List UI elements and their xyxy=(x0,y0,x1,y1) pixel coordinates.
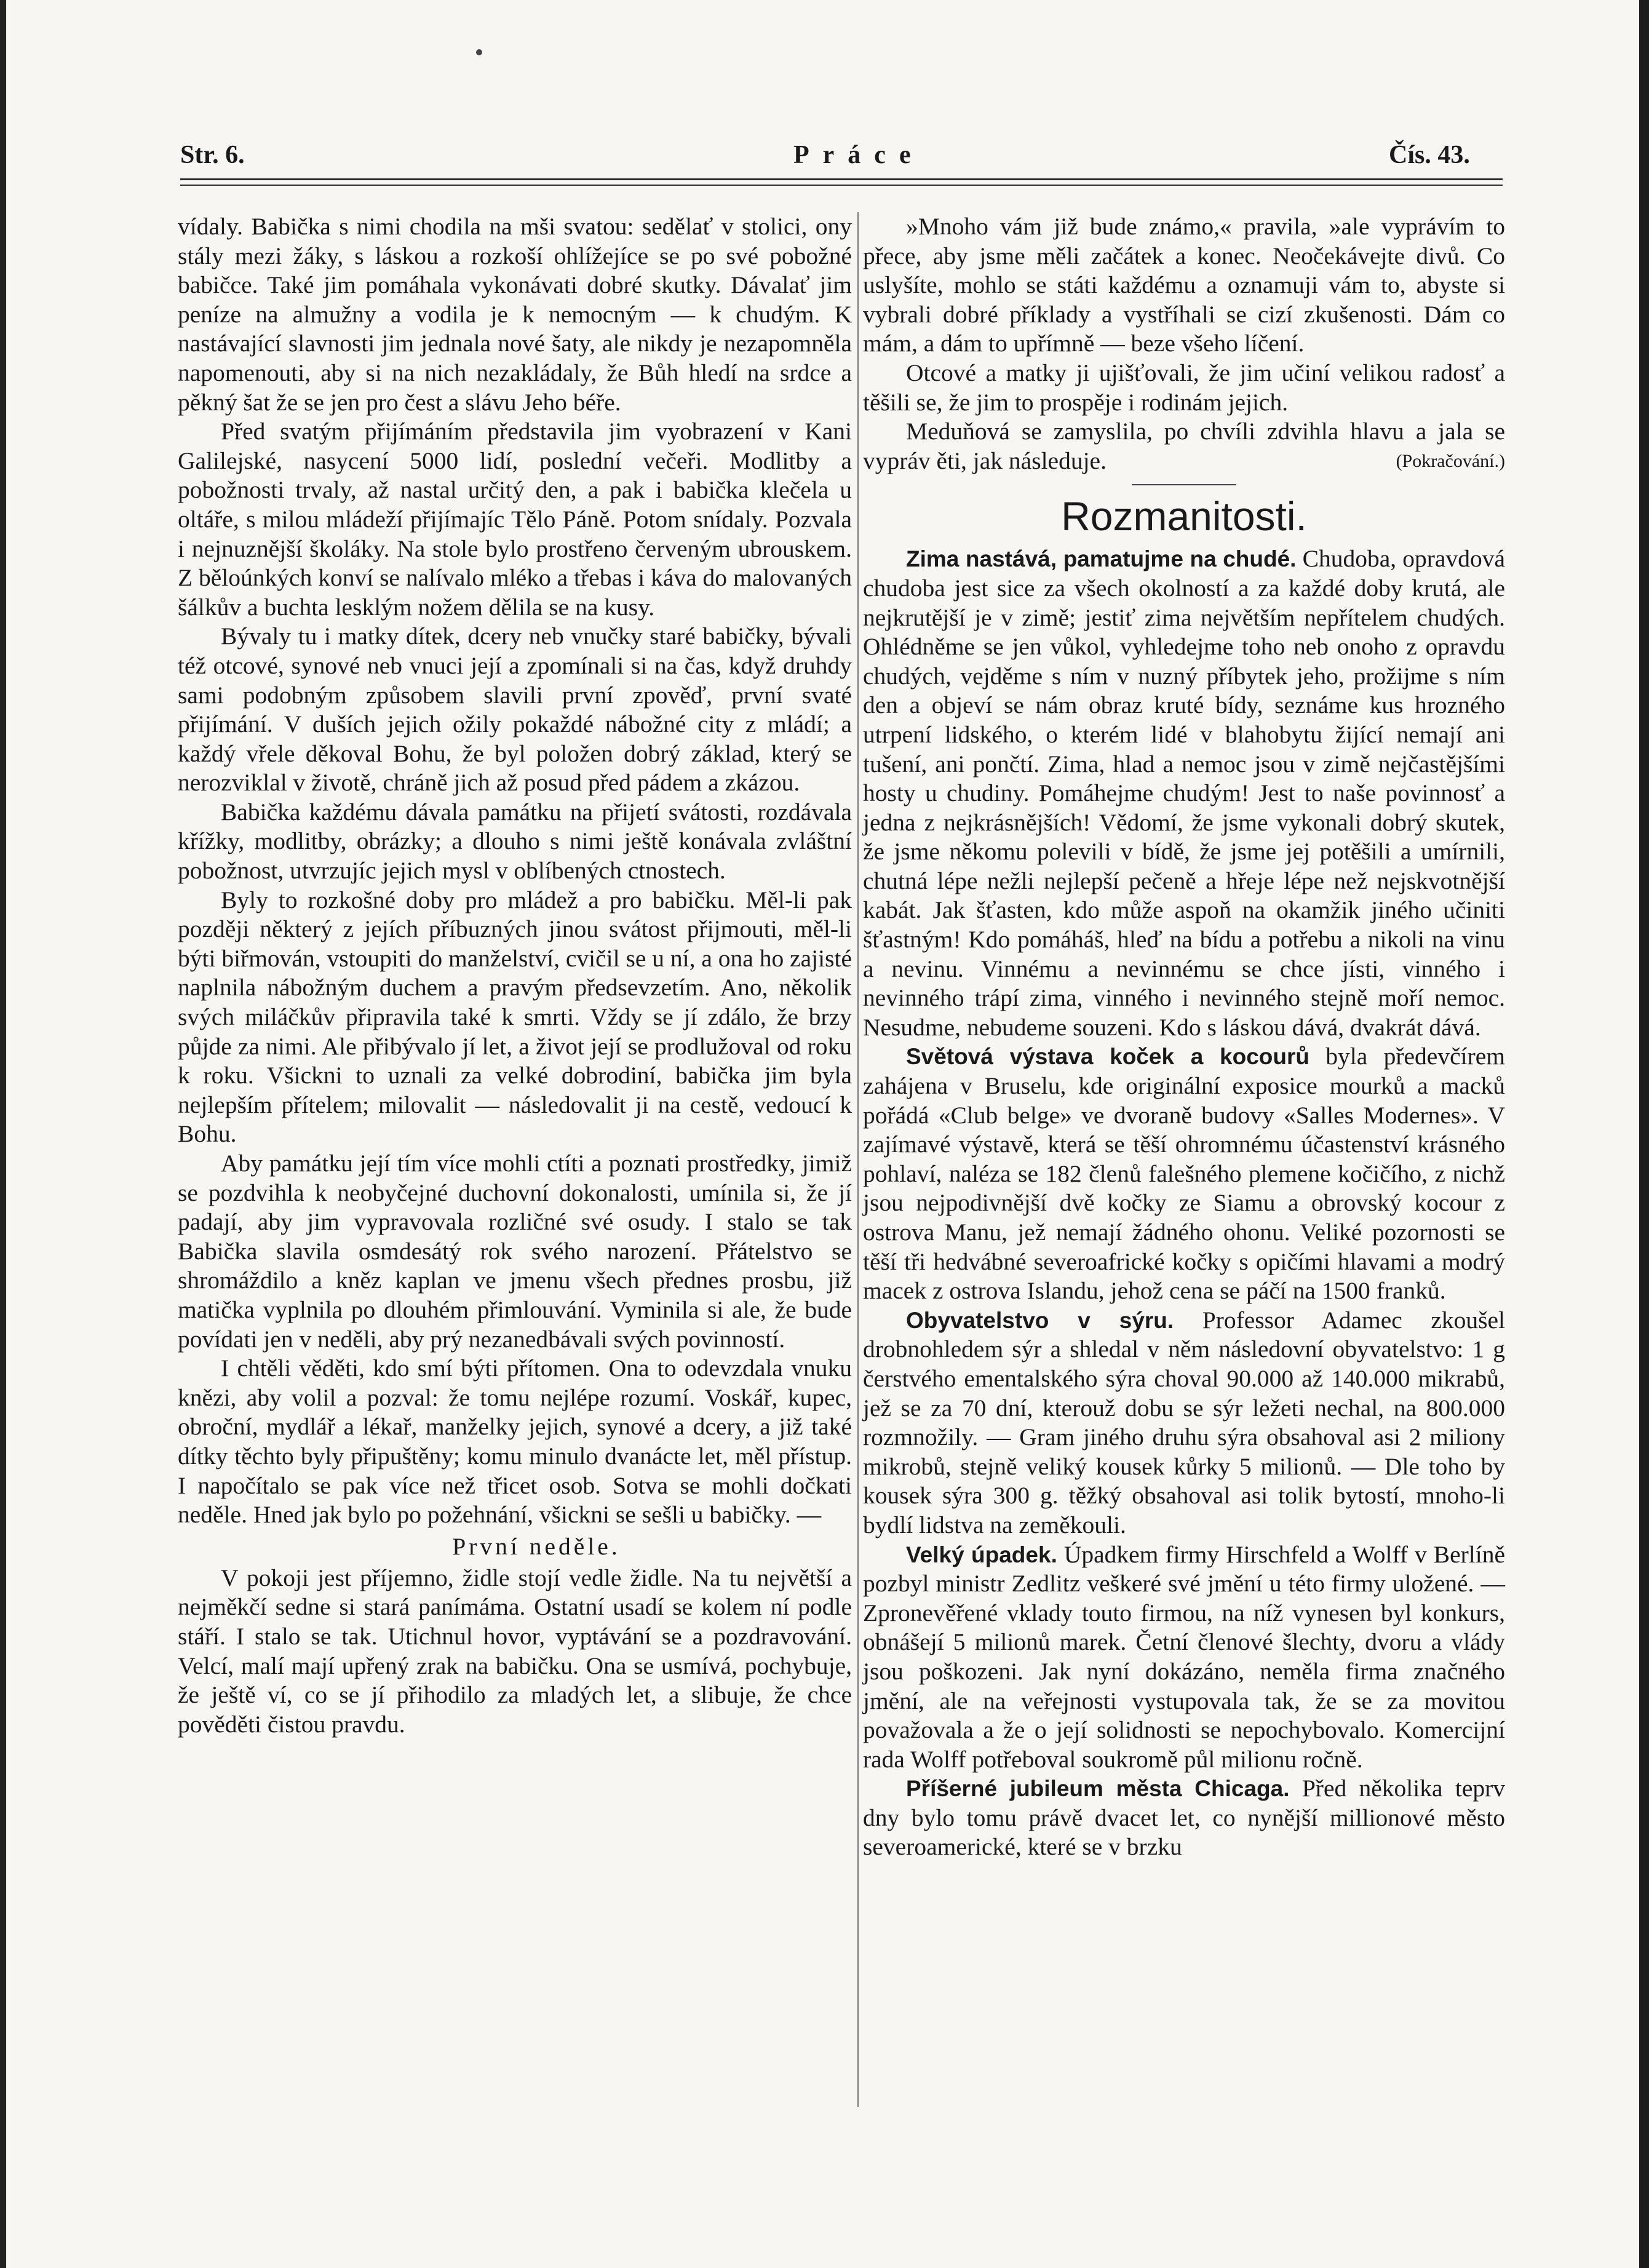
news-body: Chudoba, opravdová chudoba jest sice za všech okolností a za každé doby krutá, ale nejkrutější je v zimě; jestiť zima největším nepřítelem chudých. Ohlédněme se jen vůkol, vyhledejme toho neb onoho z opravdu chudých, vejděme s ním v nuzný příbytek jeho, prožijme s ním den a objeví se nám obraz kruté bídy, seznáme kus hrozného utrpení lidského, o kterém lidé v blahobytu žijící nemají ani tušení, ani pončtí. Zima, hlad a nemoc jsou v zimě nejčastějšími hosty u chudiny. Pomáhejme chudým! Jest to naše povinnosť a jedna z nejkrásnějších! Vědomí, že jsme vykonali dobrý skutek, že jsme někomu polevili v bídě, že jsme jej potěšili a umírnili, chutná lépe nežli nejlepší pečeně a hřeje lépe než nejskvotnější kabát. Jak šťasten, kdo může aspoň na okamžik jiného učiniti šťastným! Kdo pomáháš, hleď na bídu a potřebu a nikoli na vinu a nevinu. Vinnému a nevinnému se chce jísti, vinného i nevinného trápí zima, vinného i nevinného stejně moří nemoc. Nesudme, nebudeme souzeni. Kdo s láskou dává, dvakrát dává. xyxy=(863,545,1505,1041)
continuation-note: (Pokračování.) xyxy=(1396,450,1505,471)
issue-number: Čís. 43. xyxy=(1389,141,1470,169)
news-headline: Příšerné jubileum města Chicaga. xyxy=(906,1776,1290,1802)
news-item xyxy=(863,1774,1505,1862)
paragraph: »Mnoho vám již bude známo,« pravila, »ale vyprávím to přece, aby jsme měli začátek a konec. Neočekávejte divů. Co uslyšíte, mohlo se státi každému a oznamuji vám to, abyste si vybrali dobré příklady a vystříhali se cizí zkušenosti. Dám co mám, a dám to upřímně — beze všeho líčení. xyxy=(863,213,1505,357)
paragraph: Bývaly tu i matky dítek, dcery neb vnučky staré babičky, bývali též otcové, synové neb vnuci její a zpomínali si na čas, když druhdy sami podobným způsobem slavili první zpověď, první svaté přijímání. V duších jejich ožily pokaždé nábožné city z mládí; a každý vřele děkoval Bohu, že byl položen dobrý základ, který se nerozviklal v životě, chráně jich až posud před pádem a zkázou. xyxy=(178,623,852,797)
newspaper-title: Práce xyxy=(793,141,924,169)
paragraph: V pokoji jest příjemno, židle stojí vedle židle. Na tu největší a nejměkčí sedne si stará panímáma. Ostatní usadí se kolem ní podle stáří. I stalo se tak. Utichnul hovor, vyptávání se a pozdravování. Velcí, malí mají upřený zrak na babičku. Ona se usmívá, pochybuje, že ještě ví, co se jí přihodilo za mladých let, a slibuje, že chce pověděti čistou pravdu. xyxy=(178,1564,852,1738)
left-column xyxy=(178,212,852,1739)
section-title: Rozmanitosti. xyxy=(1061,493,1307,539)
section-divider xyxy=(1132,484,1236,485)
header-rule xyxy=(180,178,1503,180)
paragraph: Aby památku její tím více mohli ctíti a poznati prostředky, jimiž se pozdvihla k neobyčejné duchovní dokonalosti, umínila si, že jí padají, aby jim vypravovala rozličné své osudy. I stalo se tak Babička slavila osmdesátý rok svého narození. Přátelstvo se shromáždilo a kněz kaplan ve jmenu všech přednes prosbu, již matička vyplnila po dlouhém přimlouvání. Vyminila si ale, že bude povídati jen v neděli, aby prý nezanedbávali svých povinností. xyxy=(178,1150,852,1353)
news-body: Před několika teprv dny bylo tomu právě dvacet let, co nynější millionové město severoamerické, které se v brzku xyxy=(863,1775,1506,1861)
news-item xyxy=(863,1306,1505,1540)
paragraph: Otcové a matky ji ujišťovali, že jim učiní velikou radosť a těšili se, že jim to prospěje i rodinám jejich. xyxy=(863,359,1505,416)
scan-border xyxy=(1639,0,1649,2268)
column-separator xyxy=(857,212,859,2107)
news-item xyxy=(863,1540,1505,1775)
paragraph: vídaly. Babička s nimi chodila na mši svatou: sedělať v stolici, ony stály mezi žáky, s láskou a rozkoší ohlížejíce se po své pobožné babičce. Také jim pomáhala vykonávati dobré skutky. Dávalať jim peníze na almužny a vodila je k nemocným — k chudým. K nastávající slavnosti jim jednala nové šaty, ale nikdy je nezapomněla napomenouti, aby si na nich nezakládaly, že Bůh hledí na srdce a pěkný šat že se jen pro čest a slávu Jeho béře. xyxy=(178,213,852,416)
ink-speck xyxy=(476,49,482,55)
header-rule-thin xyxy=(180,185,1503,186)
right-column xyxy=(863,212,1505,1862)
news-body: Úpadkem firmy Hirschfeld a Wolff v Berlíně pozbyl ministr Zedlitz veškeré své jmění u této firmy uložené. — Zpronevěřené vklady touto firmou, na níž vynesen byl konkurs, obnášejí 5 milionů marek. Četní členové šlechty, dvoru a vlády jsou poškozeni. Jak nyní dokázáno, neměla firma značného jmění, ale na veřejnosti vystupovala tak, že se za movitou považovala a že o její solidnosti se nepochybovalo. Komercijní rada Wolff potřeboval soukromě půl milionu ročně. xyxy=(863,1540,1506,1773)
news-item xyxy=(863,1042,1505,1305)
news-body: Professor Adamec zkoušel drobnohledem sýr a shledal v něm následovní obyvatelstvo: 1 g čerstvého ementalského sýra choval 90.000 až 140.000 mikrabů, jež se za 70 dní, kterouž dobu se sýr ležeti nechal, na 800.000 rozmnožily. — Gram jiného druhu sýra obsahoval asi 2 miliony mikrobů, stejně veliký kousek kůrky 5 milionů. — Dle toho by kousek sýra 300 g. těžký obsahoval asi tolik bytostí, mnoho-li bydlí lidstva na zeměkouli. xyxy=(863,1306,1505,1538)
news-headline: Zima nastává, pamatujme na chudé. xyxy=(906,546,1297,572)
news-headline: Velký úpadek. xyxy=(906,1542,1057,1567)
news-body: byla předevčírem zahájena v Bruselu, kde originální exposice mourků a macků pořádá «Club belge» ve dvoraně budovy «Salles Modernes». V zajímavé výstavě, která se těší ohromnému účastenství krásného pohlaví, naléza se 182 členů falešného plemene kočičího, z nichž jsou nejpodivnější dvě kočky ze Siamu a obrovský kocour z ostrova Manu, jež nemají žádného ohonu. Veliké pozornosti se těší tři hedvábné severoafrické kočky s opičími hlavami a modrý macek z ostrova Islandu, jehož cena se páčí na 1500 franků. xyxy=(863,1043,1506,1305)
paragraph: Byly to rozkošné doby pro mládež a pro babičku. Měl-li pak později některý z jejích příbuzných jinou svátost přijmouti, měl-li býti biřmován, vstoupiti do manželství, cvičil se u ní, a ona ho zajisté naplnila nábožným duchem a pravým předsevzetím. Ano, několik svých miláčkův připravila také k smrti. Vždy se jí zdálo, že brzy půjde za nimi. Ale přibývalo jí let, a život její se prodlužoval od roku k roku. Všickni to uznali za velké dobrodiní, babička jim byla nejlepším přítelem; milovalit — následovalit ji na cestě, vedoucí k Bohu. xyxy=(178,886,852,1148)
news-headline: Obyvatelstvo v sýru. xyxy=(906,1307,1174,1333)
paragraph xyxy=(863,417,1505,475)
chapter-subheading: První neděle. xyxy=(452,1532,621,1560)
news-item xyxy=(863,544,1505,1042)
paragraph-text: Meduňová se zamyslila, po chvíli zdvihla hlavu a jala se vypráv ěti, jak následuje. xyxy=(863,418,1505,474)
news-headline: Světová výstava koček a kocourů xyxy=(906,1044,1309,1070)
paragraph: Před svatým přijímáním představila jim vyobrazení v Kani Galilejské, nasycení 5000 lidí, poslední večeři. Modlitby a pobožnosti trvaly, až nastal určitý den, a pak i babička klečela u oltáře, s milou mládeží přijímajíc Tělo Páně. Potom snídaly. Pozvala i nejnuznější školáky. Na stole bylo prostřeno červeným ubrouskem. Z běloúnkých konví se nalívalo mléko a třebas i káva do malovaných šálkův a buchta lesklým nožem dělila se na kusy. xyxy=(178,418,852,621)
paragraph: I chtěli věděti, kdo smí býti přítomen. Ona to odevzdala vnuku knězi, aby volil a pozval: že tomu nejlépe rozumí. Voskář, kupec, obroční, mydlář a lékař, manželky jejich, synové a dcery, a již také dítky těchto byly připuštěny; komu minulo dvanácte let, měl přístup. I napočítalo se pak více než třicet osob. Sotva se mohli dočkati neděle. Hned jak bylo po požehnání, všickni se sešli u babičky. — xyxy=(178,1355,852,1529)
page-number: Str. 6. xyxy=(180,141,245,169)
paragraph: Babička každému dávala památku na přijetí svátosti, rozdávala křížky, modlitby, obrázky; a dlouho s nimi ještě konávala zvláštní pobožnost, utvrzujíc jejich mysl v oblíbených ctnostech. xyxy=(178,798,852,885)
